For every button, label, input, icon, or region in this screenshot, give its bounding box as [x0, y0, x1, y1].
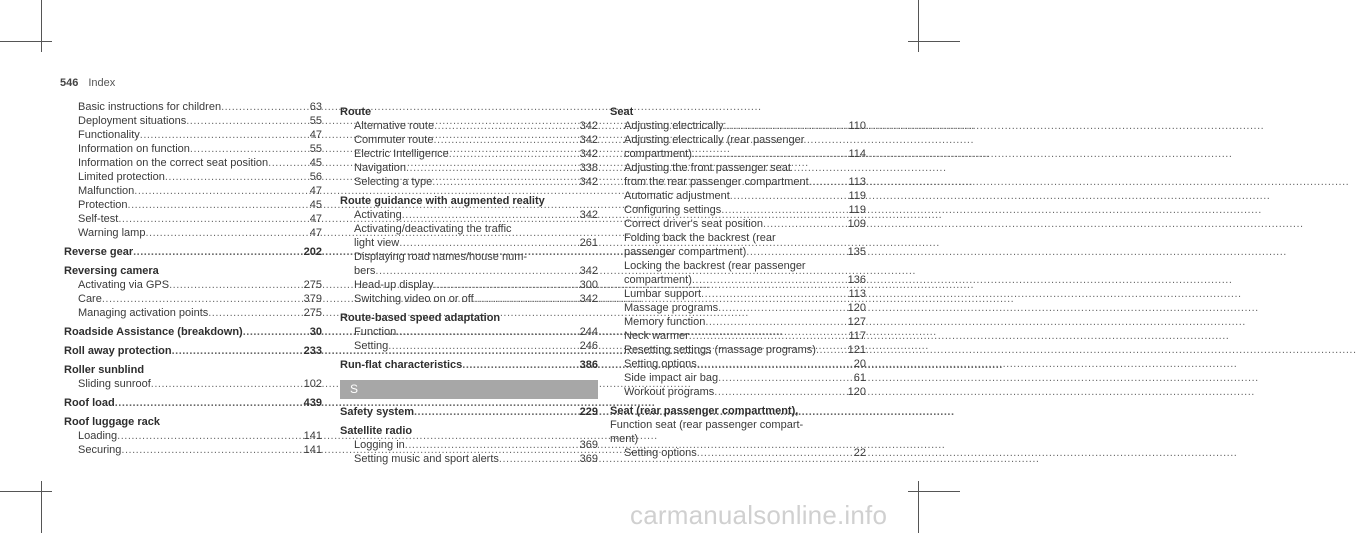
- page-reference[interactable]: 338: [579, 162, 598, 174]
- page-reference[interactable]: 342: [579, 293, 598, 305]
- index-heading: Route guidance with augmented reality: [340, 195, 545, 207]
- page-reference[interactable]: 110: [848, 120, 866, 132]
- index-entry: [64, 377, 322, 391]
- page-reference[interactable]: 261: [579, 237, 598, 249]
- page-reference[interactable]: 369: [579, 439, 598, 451]
- index-entry: [610, 315, 866, 329]
- index-entry: [340, 278, 598, 292]
- page-reference[interactable]: 20: [853, 358, 866, 370]
- entry-label: passenger compartment): [624, 246, 747, 258]
- entry-label: Information on function: [78, 143, 190, 155]
- index-entry: [340, 452, 598, 466]
- section-title: Index: [88, 77, 116, 89]
- dot-leader: [375, 264, 575, 278]
- dot-leader: [121, 443, 299, 457]
- page-reference[interactable]: 47: [309, 213, 322, 225]
- page-reference[interactable]: 439: [303, 397, 322, 409]
- index-heading: Reversing camera: [64, 265, 159, 277]
- page-reference[interactable]: 47: [309, 227, 322, 239]
- page-reference[interactable]: 55: [309, 143, 322, 155]
- section-letter: S: [340, 380, 598, 399]
- dot-leader: [718, 371, 850, 385]
- index-column-2: [340, 100, 598, 466]
- crop-mark: [41, 0, 42, 52]
- dot-leader: [701, 287, 844, 301]
- crop-mark: [908, 41, 960, 42]
- entry-label: Safety system: [340, 406, 414, 418]
- entry-label: Head-up display: [354, 279, 434, 291]
- entry-label: Managing activation points: [78, 307, 209, 319]
- page-reference[interactable]: 45: [309, 157, 322, 169]
- dot-leader: [462, 358, 575, 372]
- index-entry: [64, 184, 322, 198]
- index-entry: [610, 287, 866, 301]
- dot-leader: [816, 343, 844, 357]
- entry-label: Functionality: [78, 129, 140, 141]
- entry-label: Setting options: [624, 358, 697, 370]
- page-reference[interactable]: 342: [579, 176, 598, 188]
- index-entry: [340, 339, 598, 353]
- page-reference[interactable]: 119: [848, 204, 866, 216]
- dot-leader: [133, 245, 300, 259]
- page-reference[interactable]: 117: [848, 330, 866, 342]
- dot-leader: [118, 212, 305, 226]
- page-reference[interactable]: 47: [309, 185, 322, 197]
- index-text-line: Activating/deactivating the traffic: [354, 223, 512, 235]
- index-entry: [64, 128, 322, 142]
- entry-label: from the rear passenger compartment: [624, 176, 809, 188]
- dot-leader: [169, 278, 300, 292]
- index-entry: [340, 161, 598, 175]
- index-entry: [340, 208, 598, 222]
- dot-leader: [697, 446, 850, 460]
- index-text-line: Function seat (rear passenger compart-: [610, 419, 804, 431]
- index-entry: [64, 443, 322, 457]
- entry-label: Alternative route: [354, 120, 435, 132]
- dot-leader: [432, 175, 575, 189]
- crop-mark: [0, 491, 52, 492]
- index-entry: [64, 292, 322, 306]
- entry-label: Logging in: [354, 439, 405, 451]
- dot-leader: [692, 147, 845, 161]
- page-reference[interactable]: 379: [303, 293, 322, 305]
- crop-mark: [918, 481, 919, 533]
- dot-leader: [721, 203, 844, 217]
- index-entry: [610, 217, 866, 231]
- index-entry: [610, 446, 866, 460]
- page-reference[interactable]: 113: [848, 288, 866, 300]
- entry-label: Lumbar support: [624, 288, 702, 300]
- entry-label: Configuring settings: [624, 204, 722, 216]
- index-heading: Route: [340, 106, 372, 118]
- index-text-line: Adjusting electrically (rear passenger: [624, 134, 805, 146]
- page-reference[interactable]: 342: [579, 134, 598, 146]
- dot-leader: [151, 377, 300, 391]
- entry-label: Activating: [354, 209, 402, 221]
- index-entry: [610, 189, 866, 203]
- page-reference[interactable]: 102: [303, 378, 322, 390]
- index-entry: [340, 264, 598, 278]
- crop-mark: [908, 491, 960, 492]
- index-entry: [64, 114, 322, 128]
- index-entry: [610, 371, 866, 385]
- index-text-line: Locking the backrest (rear passenger: [624, 260, 806, 272]
- page-reference[interactable]: 120: [847, 386, 866, 398]
- index-text-line: Adjusting the front passenger seat: [624, 162, 791, 174]
- dot-leader: [809, 175, 845, 189]
- entry-label: Deployment situations: [78, 115, 187, 127]
- index-entry: [340, 325, 598, 339]
- index-text-line: Folding back the backrest (rear: [624, 232, 776, 244]
- dot-leader: [221, 100, 306, 114]
- dot-leader: [165, 170, 306, 184]
- index-heading: Roof luggage rack: [64, 416, 160, 428]
- dot-leader: [145, 226, 305, 240]
- entry-label: Care: [78, 293, 102, 305]
- dot-leader: [172, 344, 300, 358]
- dot-leader: [208, 306, 299, 320]
- page-reference[interactable]: 202: [303, 246, 322, 258]
- index-heading: [64, 245, 322, 259]
- index-entry: [610, 273, 866, 287]
- index-entry: [610, 301, 866, 315]
- entry-label: Selecting a type: [354, 176, 433, 188]
- page-reference[interactable]: 119: [848, 190, 866, 202]
- page-reference[interactable]: 45: [309, 199, 322, 211]
- dot-leader: [434, 119, 576, 133]
- index-entry: [340, 175, 598, 189]
- index-heading: [64, 344, 322, 358]
- index-entry: [64, 156, 322, 170]
- page-reference[interactable]: 342: [579, 148, 598, 160]
- dot-leader: [406, 161, 576, 175]
- index-entry: [610, 119, 866, 133]
- page-reference[interactable]: 342: [579, 120, 598, 132]
- entry-label: Automatic adjustment: [624, 190, 730, 202]
- page-reference[interactable]: 342: [579, 265, 598, 277]
- entry-label: Protection: [78, 199, 128, 211]
- dot-leader: [449, 147, 576, 161]
- entry-label: compartment): [624, 274, 692, 286]
- page-reference[interactable]: 246: [579, 340, 598, 352]
- page-reference[interactable]: 135: [847, 246, 866, 258]
- page-reference[interactable]: 55: [309, 115, 322, 127]
- entry-label: Navigation: [354, 162, 406, 174]
- crop-mark: [41, 481, 42, 533]
- page-reference[interactable]: 229: [579, 406, 598, 418]
- page-reference[interactable]: 141: [303, 444, 322, 456]
- index-heading: [340, 405, 598, 419]
- entry-label: Correct driver's seat position: [624, 218, 764, 230]
- page-reference[interactable]: 56: [309, 171, 322, 183]
- page-reference[interactable]: 109: [847, 218, 866, 230]
- entry-label: Commuter route: [354, 134, 434, 146]
- entry-label: Setting: [354, 340, 389, 352]
- index-entry: [610, 147, 866, 161]
- dot-leader: [115, 396, 300, 410]
- entry-label: Basic instructions for children: [78, 101, 222, 113]
- dot-leader: [474, 292, 576, 306]
- page-reference[interactable]: 233: [303, 345, 322, 357]
- dot-leader: [268, 156, 306, 170]
- page-header: [60, 77, 115, 89]
- dot-leader: [186, 114, 306, 128]
- dot-leader: [499, 452, 576, 466]
- page-reference[interactable]: 63: [309, 101, 322, 113]
- index-entry: [340, 292, 598, 306]
- entry-label: Setting options: [624, 447, 697, 459]
- crop-mark: [0, 41, 52, 42]
- dot-leader: [399, 236, 575, 250]
- index-entry: [64, 226, 322, 240]
- index-entry: [64, 306, 322, 320]
- dot-leader: [718, 301, 843, 315]
- crop-mark: [918, 0, 919, 52]
- entry-label: compartment): [624, 148, 692, 160]
- entry-label: Workout programs: [624, 386, 715, 398]
- entry-label: Massage programs: [624, 302, 719, 314]
- dot-leader: [689, 329, 845, 343]
- entry-label: Run-flat characteristics: [340, 359, 463, 371]
- entry-label: Roof load: [64, 397, 115, 409]
- index-entry: [610, 329, 866, 343]
- entry-label: Neck warmer: [624, 330, 689, 342]
- page-reference[interactable]: 121: [847, 344, 866, 356]
- index-entry: [340, 438, 598, 452]
- index-entry: [610, 357, 866, 371]
- page-reference[interactable]: 120: [847, 302, 866, 314]
- entry-label: Loading: [78, 430, 118, 442]
- index-entry: [610, 245, 866, 259]
- page-reference[interactable]: 386: [579, 359, 598, 371]
- index-heading: Seat: [610, 106, 634, 118]
- index-entry: [340, 119, 598, 133]
- entry-label: Limited protection: [78, 171, 165, 183]
- page-number: 546: [60, 77, 79, 89]
- index-entry: [64, 278, 322, 292]
- dot-leader: [405, 438, 576, 452]
- index-text-line: Displaying road names/house num-: [354, 251, 528, 263]
- dot-leader: [388, 339, 575, 353]
- index-entry: [610, 385, 866, 399]
- page-reference[interactable]: 300: [579, 279, 598, 291]
- dot-leader: [117, 429, 299, 443]
- entry-label: Side impact air bag: [624, 372, 719, 384]
- page-reference[interactable]: 342: [579, 209, 598, 221]
- index-entry: [64, 429, 322, 443]
- dot-leader: [102, 292, 300, 306]
- dot-leader: [697, 357, 850, 371]
- index-entry: [64, 100, 322, 114]
- index-entry: [610, 175, 866, 189]
- index-heading: Route-based speed adaptation: [340, 312, 501, 324]
- dot-leader: [433, 133, 575, 147]
- page-reference[interactable]: 113: [848, 176, 866, 188]
- dot-leader: [730, 189, 845, 203]
- page-reference[interactable]: 30: [309, 326, 322, 338]
- entry-label: Resetting settings (massage programs): [624, 344, 816, 356]
- index-heading: Roller sunblind: [64, 364, 145, 376]
- page-reference[interactable]: 61: [853, 372, 866, 384]
- dot-leader: [692, 273, 844, 287]
- entry-label: bers: [354, 265, 376, 277]
- entry-label: Malfunction: [78, 185, 135, 197]
- index-column-1: [64, 100, 322, 457]
- index-heading: [340, 358, 598, 372]
- index-entry: [64, 170, 322, 184]
- index-entry: [64, 198, 322, 212]
- dot-leader: [402, 208, 576, 222]
- dot-leader: [705, 315, 843, 329]
- dot-leader: [190, 142, 306, 156]
- watermark: carmanualsonline.info: [630, 500, 888, 530]
- index-column-3: [610, 100, 866, 460]
- index-heading: Seat (rear passenger compartment),: [610, 405, 799, 417]
- entry-label: Activating via GPS: [78, 279, 170, 291]
- index-entry: [64, 212, 322, 226]
- index-heading: [64, 325, 322, 339]
- dot-leader: [714, 385, 843, 399]
- dot-leader: [724, 119, 845, 133]
- entry-label: Roadside Assistance (breakdown): [64, 326, 243, 338]
- page-reference[interactable]: 47: [309, 129, 322, 141]
- dot-leader: [434, 278, 576, 292]
- index-entry: [610, 343, 866, 357]
- index-heading: Satellite radio: [340, 425, 413, 437]
- entry-label: Securing: [78, 444, 122, 456]
- entry-label: Memory function: [624, 316, 706, 328]
- page-reference[interactable]: 141: [303, 430, 322, 442]
- entry-label: Roll away protection: [64, 345, 172, 357]
- page-reference[interactable]: 275: [303, 307, 322, 319]
- dot-leader: [414, 405, 576, 419]
- entry-label: Information on the correct seat position: [78, 157, 269, 169]
- page-reference[interactable]: 244: [579, 326, 598, 338]
- index-entry: [610, 203, 866, 217]
- entry-label: light view: [354, 237, 400, 249]
- index-entry: [340, 236, 598, 250]
- dot-leader: [243, 325, 306, 339]
- dot-leader: [140, 128, 306, 142]
- entry-label: Reverse gear: [64, 246, 134, 258]
- dot-leader: [763, 217, 844, 231]
- page-reference[interactable]: 127: [847, 316, 866, 328]
- page-reference[interactable]: 275: [303, 279, 322, 291]
- entry-label: Sliding sunroof: [78, 378, 151, 390]
- entry-label: Function: [354, 326, 397, 338]
- index-text-line: ment): [610, 433, 639, 445]
- page-reference[interactable]: 22: [853, 447, 866, 459]
- entry-label: Warning lamp: [78, 227, 146, 239]
- page-reference[interactable]: 369: [579, 453, 598, 465]
- entry-label: Electric Intelligence: [354, 148, 449, 160]
- entry-label: Adjusting electrically: [624, 120, 724, 132]
- index-entry: [64, 142, 322, 156]
- index-entry: [340, 147, 598, 161]
- dot-leader: [746, 245, 843, 259]
- page-reference[interactable]: 114: [848, 148, 866, 160]
- dot-leader: [134, 184, 305, 198]
- index-heading: [64, 396, 322, 410]
- entry-label: Setting music and sport alerts: [354, 453, 499, 465]
- dot-leader: [128, 198, 306, 212]
- entry-label: Self-test: [78, 213, 119, 225]
- index-entry: [340, 133, 598, 147]
- page-reference[interactable]: 136: [847, 274, 866, 286]
- entry-label: Switching video on or off: [354, 293, 474, 305]
- dot-leader: [396, 325, 575, 339]
